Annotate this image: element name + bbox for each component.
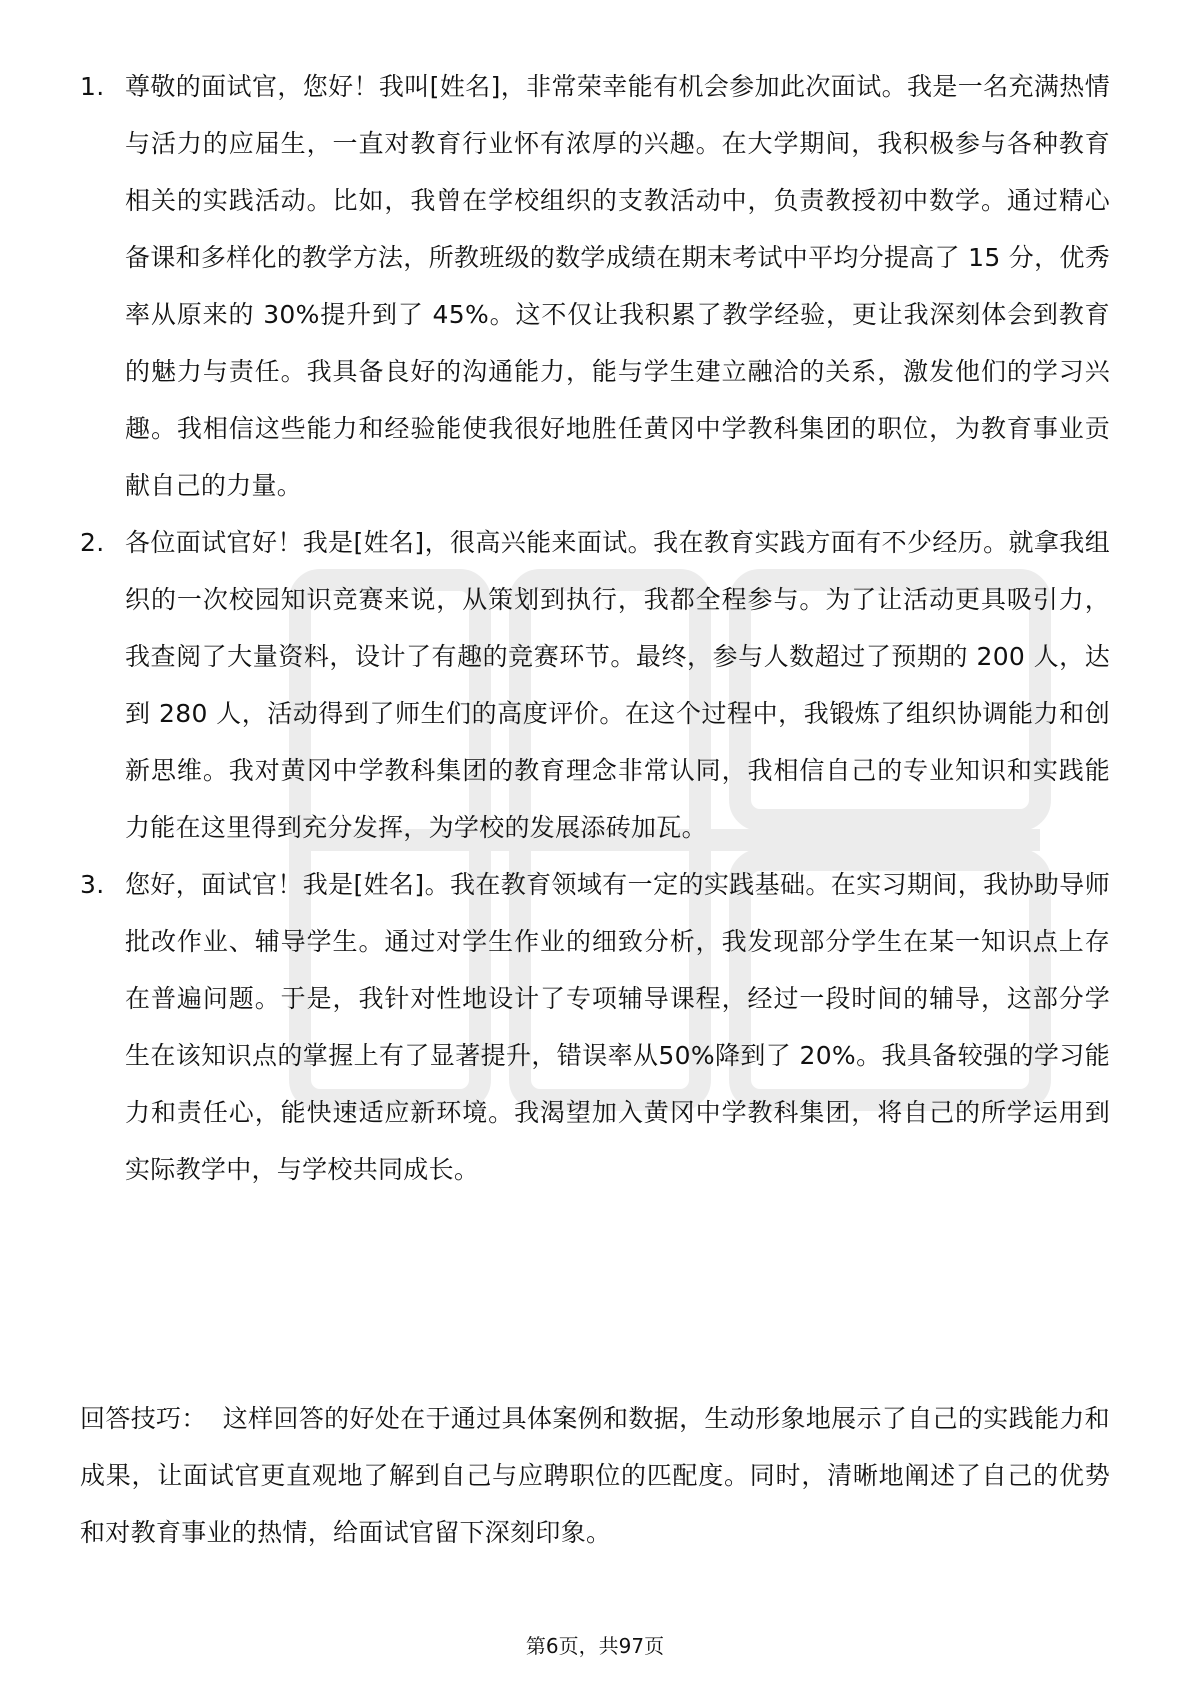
- answer-item-1: [80, 58, 1110, 514]
- page-footer: 第6页，共97页: [525, 1634, 665, 1658]
- answer-text: 您好，面试官！我是[姓名]。我在教育领域有一定的实践基础。在实习期间，我协助导师批改作业、辅导学生。通过对学生作业的细致分析，我发现部分学生在某一知识点上存在普遍问题。于是，我针对性地设计了专项辅导课程，经过一段时间的辅导，这部分学生在该知识点的掌握上有了显著提升，错误率从50%降到了 20%。我具备较强的学习能力和责任心，能快速适应新环境。我渴望加入黄冈中学教科集团，将自己的所学运用到实际教学中，与学校共同成长。: [125, 870, 1110, 1184]
- tips-text: 这样回答的好处在于通过具体案例和数据，生动形象地展示了自己的实践能力和成果，让面试官更直观地了解到自己与应聘职位的匹配度。同时，清晰地阐述了自己的优势和对教育事业的热情，给面试官留下深刻印象。: [80, 1404, 1110, 1547]
- answer-item-3: [80, 856, 1110, 1198]
- answer-number: 2.: [80, 528, 105, 557]
- answer-tips: [80, 1390, 1110, 1561]
- answer-text: 尊敬的面试官，您好！我叫[姓名]，非常荣幸能有机会参加此次面试。我是一名充满热情与活力的应届生，一直对教育行业怀有浓厚的兴趣。在大学期间，我积极参与各种教育相关的实践活动。比如，我曾在学校组织的支教活动中，负责教授初中数学。通过精心备课和多样化的教学方法，所教班级的数学成绩在期末考试中平均分提高了 15 分，优秀率从原来的 30%提升到了 45%。这不仅让我积累了教学经验，更让我深刻体会到教育的魅力与责任。我具备良好的沟通能力，能与学生建立融洽的关系，激发他们的学习兴趣。我相信这些能力和经验能使我很好地胜任黄冈中学教科集团的职位，为教育事业贡献自己的力量。: [125, 72, 1111, 500]
- answer-item-2: [80, 514, 1110, 856]
- answer-text: 各位面试官好！我是[姓名]，很高兴能来面试。我在教育实践方面有不少经历。就拿我组织的一次校园知识竞赛来说，从策划到执行，我都全程参与。为了让活动更具吸引力，我查阅了大量资料，设计了有趣的竞赛环节。最终，参与人数超过了预期的 200 人，达到 280 人，活动得到了师生们的高度评价。在这个过程中，我锻炼了组织协调能力和创新思维。我对黄冈中学教科集团的教育理念非常认同，我相信自己的专业知识和实践能力能在这里得到充分发挥，为学校的发展添砖加瓦。: [125, 528, 1110, 842]
- answer-number: 3.: [80, 870, 105, 899]
- answer-list: [80, 58, 1110, 1198]
- answer-number: 1.: [80, 72, 105, 101]
- tips-label: 回答技巧：: [80, 1404, 207, 1433]
